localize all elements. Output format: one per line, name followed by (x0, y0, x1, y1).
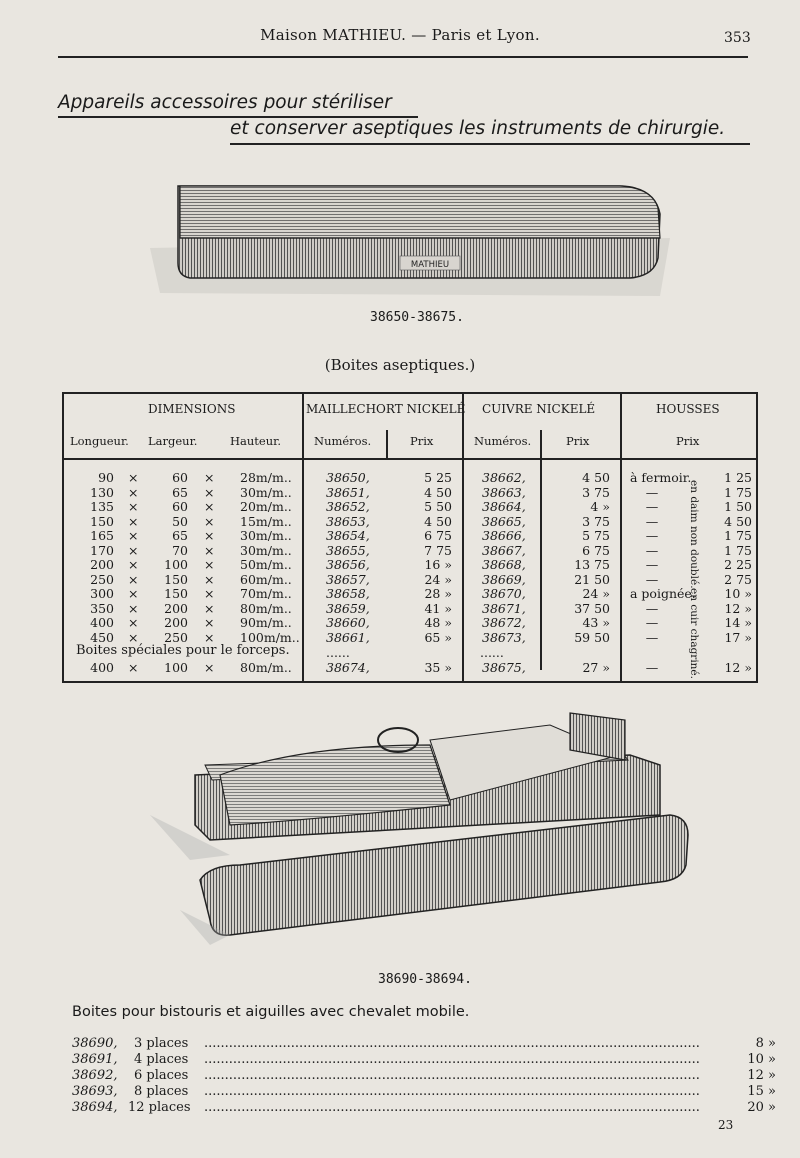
table-cell: 12 » (724, 600, 752, 616)
times-sign-icon: × (204, 615, 215, 630)
table-cell: 38654, (326, 528, 370, 543)
table-cell: — (645, 499, 659, 514)
table-cell: 38675, (482, 660, 526, 675)
table-cell: 28 » (424, 586, 452, 601)
bistouri-box-illustration (150, 705, 710, 970)
table-cell: 38667, (482, 542, 526, 558)
group-header: MAILLECHORT NICKELÉ (306, 402, 466, 416)
table-cell: 38671, (482, 600, 526, 616)
table-cell: 200 (90, 557, 114, 572)
table-cell: 2 25 (724, 557, 752, 572)
table-cell: 38655, (326, 542, 370, 558)
table-cell: 4 50 (724, 513, 752, 529)
table-cell: — (645, 513, 659, 529)
subheader: Prix (410, 434, 434, 448)
times-sign-icon: × (128, 528, 139, 543)
table-cell: — (645, 629, 659, 645)
table-cell: 90 (98, 470, 114, 485)
table-cell: 41 » (424, 600, 452, 616)
table-cell: 300 (90, 586, 114, 601)
table-cell: 38663, (482, 484, 526, 500)
table-cell: 150 (164, 571, 188, 587)
table-cell: 400 (90, 660, 114, 675)
table-cell: 350 (90, 600, 114, 616)
times-sign-icon: × (204, 557, 215, 572)
item-number: 38694, (72, 1100, 118, 1115)
subheader: Hauteur. (230, 434, 282, 448)
subheader: Numéros. (474, 434, 532, 448)
table-cell: — (645, 600, 659, 616)
title-line-2: et conserver aseptiques les instruments de chirurgie. (230, 118, 726, 139)
table-cell: 38670, (482, 586, 526, 601)
table-cell: 38661, (326, 629, 370, 645)
times-sign-icon: × (128, 629, 139, 645)
table-cell: 38673, (482, 629, 526, 645)
table-cell: 59 50 (574, 629, 610, 645)
figure-1-caption: 38650-38675. (370, 310, 464, 325)
table-cell: — (645, 484, 659, 500)
leader-dots: ........................................................................................................................ (204, 1084, 700, 1099)
special-dots: ...... (326, 645, 350, 660)
table-cell: 1 75 (724, 528, 752, 543)
table-cell: 16 » (424, 557, 452, 572)
table-cell: 65 (172, 528, 188, 543)
table-cell: 28m/m.. (240, 470, 292, 485)
times-sign-icon: × (204, 629, 215, 645)
table-cell: 135 (90, 499, 114, 514)
item-number: 38690, (72, 1036, 118, 1051)
table-cell: 3 75 (582, 484, 610, 500)
table-cell: 38659, (326, 600, 370, 616)
subheader: Longueur. (70, 434, 129, 448)
table-cell: 1 25 (724, 470, 752, 485)
table-cell: 30m/m.. (240, 542, 292, 558)
col-divider (620, 394, 622, 681)
table-cell: 12 » (724, 660, 752, 675)
table-cell: 17 » (724, 629, 752, 645)
item-price: 8 » (755, 1036, 776, 1051)
table-cell: 38668, (482, 557, 526, 572)
table-cell: 38674, (326, 660, 370, 675)
item-label: 4 places (134, 1052, 189, 1067)
times-sign-icon: × (204, 586, 215, 601)
table-cell: 100m/m.. (240, 629, 300, 645)
table-cell: 2 75 (724, 571, 752, 587)
times-sign-icon: × (128, 542, 139, 558)
box-brand-label: MATHIEU (410, 260, 450, 270)
col-divider (386, 430, 388, 458)
table-cell: — (645, 542, 659, 558)
table-cell: — (645, 557, 659, 572)
table-cell: 38658, (326, 586, 370, 601)
table-cell: 5 50 (424, 499, 452, 514)
table-cell: 38672, (482, 615, 526, 630)
item-label: 6 places (134, 1068, 189, 1083)
subheader: Prix (676, 434, 700, 448)
leader-dots: ........................................................................................................................ (204, 1100, 700, 1115)
special-label: Boites spéciales pour le forceps. (76, 643, 290, 658)
item-price: 10 » (747, 1052, 776, 1067)
table-cell: 30m/m.. (240, 484, 292, 500)
table-cell: 24 » (582, 586, 610, 601)
table-cell: 6 75 (424, 528, 452, 543)
brace-text-cuir: en cuir chagriné. (688, 588, 700, 679)
table-cell: 70 (172, 542, 188, 558)
table-cell: 400 (90, 615, 114, 630)
subtitle: (Boites aseptiques.) (324, 356, 476, 374)
table-cell: — (645, 571, 659, 587)
table-cell: 38664, (482, 499, 526, 514)
table-cell: a poignée. (630, 586, 696, 601)
times-sign-icon: × (204, 499, 215, 514)
times-sign-icon: × (128, 600, 139, 616)
table-cell: 13 75 (574, 557, 610, 572)
table-cell: 15m/m.. (240, 513, 292, 529)
times-sign-icon: × (204, 600, 215, 616)
table-cell: 65 » (424, 629, 452, 645)
table-cell: 170 (90, 542, 114, 558)
group-header: CUIVRE NICKELÉ (482, 402, 596, 416)
table-cell: — (645, 660, 659, 675)
times-sign-icon: × (128, 499, 139, 514)
table-cell: 60m/m.. (240, 571, 292, 587)
table-cell: 20m/m.. (240, 499, 292, 514)
table-cell: à fermoir. (630, 470, 692, 485)
leader-dots: ........................................................................................................................ (204, 1068, 700, 1083)
table-cell: 48 » (424, 615, 452, 630)
item-label: 8 places (134, 1084, 189, 1099)
table-cell: 38660, (326, 615, 370, 630)
table-cell: 250 (164, 629, 188, 645)
table-cell: 130 (90, 484, 114, 500)
table-cell: 38666, (482, 528, 526, 543)
table-cell: 450 (90, 629, 114, 645)
table-cell: 100 (164, 557, 188, 572)
table-cell: 38653, (326, 513, 370, 529)
table-cell: 165 (90, 528, 114, 543)
item-number: 38692, (72, 1068, 118, 1083)
signature-mark: 23 (718, 1118, 734, 1132)
times-sign-icon: × (128, 557, 139, 572)
times-sign-icon: × (128, 586, 139, 601)
table-cell: — (645, 528, 659, 543)
table-cell: 43 » (582, 615, 610, 630)
table-cell: 30m/m.. (240, 528, 292, 543)
table-cell: 1 50 (724, 499, 752, 514)
times-sign-icon: × (128, 571, 139, 587)
times-sign-icon: × (204, 470, 215, 485)
subheader: Numéros. (314, 434, 372, 448)
page-number: 353 (724, 30, 751, 46)
item-label: 12 places (128, 1100, 191, 1115)
table-cell: 4 50 (424, 484, 452, 500)
table-cell: 38669, (482, 571, 526, 587)
subheader: Largeur. (148, 434, 198, 448)
title-line-1: Appareils accessoires pour stériliser (58, 92, 392, 113)
times-sign-icon: × (128, 615, 139, 630)
times-sign-icon: × (128, 484, 139, 500)
table-cell: 3 75 (582, 513, 610, 529)
leader-dots: ........................................................................................................................ (204, 1036, 700, 1051)
aseptic-box-illustration (140, 178, 680, 298)
table-cell: 38650, (326, 470, 370, 485)
table-cell: 5 25 (424, 470, 452, 485)
times-sign-icon: × (128, 513, 139, 529)
times-sign-icon: × (128, 660, 139, 675)
table-cell: 37 50 (574, 600, 610, 616)
table-cell: 1 75 (724, 484, 752, 500)
times-sign-icon: × (204, 484, 215, 500)
table-cell: 7 75 (424, 542, 452, 558)
table-cell: 21 50 (574, 571, 610, 587)
table-cell: 38652, (326, 499, 370, 514)
table-cell: 70m/m.. (240, 586, 292, 601)
item-number: 38691, (72, 1052, 118, 1067)
times-sign-icon: × (204, 571, 215, 587)
table-cell: 1 75 (724, 542, 752, 558)
table-cell: 65 (172, 484, 188, 500)
table-cell: 200 (164, 600, 188, 616)
table-cell: 5 75 (582, 528, 610, 543)
table-cell: 200 (164, 615, 188, 630)
brace-text-daim: en daim non doublé. (688, 480, 700, 589)
header-rule (58, 56, 748, 58)
title-underline-2 (230, 143, 750, 145)
table-cell: 27 » (582, 660, 610, 675)
table-cell: 80m/m.. (240, 660, 292, 675)
table-cell: 38662, (482, 470, 526, 485)
table-cell: 38665, (482, 513, 526, 529)
table-cell: 50 (172, 513, 188, 529)
special-dots: ...... (480, 645, 504, 660)
group-header: HOUSSES (656, 402, 720, 416)
table-cell: 38651, (326, 484, 370, 500)
table-cell: 150 (164, 586, 188, 601)
running-header: Maison MATHIEU. — Paris et Lyon. (260, 26, 540, 44)
table-cell: 80m/m.. (240, 600, 292, 616)
subheader: Prix (566, 434, 590, 448)
table-cell: — (645, 615, 659, 630)
item-price: 12 » (747, 1068, 776, 1083)
times-sign-icon: × (204, 513, 215, 529)
leader-dots: ........................................................................................................................ (204, 1052, 700, 1067)
times-sign-icon: × (204, 528, 215, 543)
times-sign-icon: × (204, 660, 215, 675)
table-cell: 250 (90, 571, 114, 587)
table-cell: 10 » (724, 586, 752, 601)
figure-2-caption: 38690-38694. (378, 972, 472, 987)
table-cell: 14 » (724, 615, 752, 630)
table-cell: 24 » (424, 571, 452, 587)
table-cell: 60 (172, 470, 188, 485)
col-divider (462, 394, 464, 681)
item-number: 38693, (72, 1084, 118, 1099)
table-cell: 4 » (590, 499, 610, 514)
item-price: 20 » (747, 1100, 776, 1115)
table-cell: 38656, (326, 557, 370, 572)
item-label: 3 places (134, 1036, 189, 1051)
bistouris-title: Boites pour bistouris et aiguilles avec chevalet mobile. (72, 1004, 470, 1020)
table-cell: 90m/m.. (240, 615, 292, 630)
table-cell: 38657, (326, 571, 370, 587)
table-cell: 35 » (424, 660, 452, 675)
header-divider (64, 458, 756, 460)
times-sign-icon: × (204, 542, 215, 558)
times-sign-icon: × (128, 470, 139, 485)
table-cell: 6 75 (582, 542, 610, 558)
table-cell: 60 (172, 499, 188, 514)
table-cell: 4 50 (424, 513, 452, 529)
table-cell: 100 (164, 660, 188, 675)
group-header: DIMENSIONS (148, 402, 236, 416)
col-divider (302, 394, 304, 681)
table-cell: 50m/m.. (240, 557, 292, 572)
table-cell: 4 50 (582, 470, 610, 485)
table-cell: 150 (90, 513, 114, 529)
item-price: 15 » (747, 1084, 776, 1099)
